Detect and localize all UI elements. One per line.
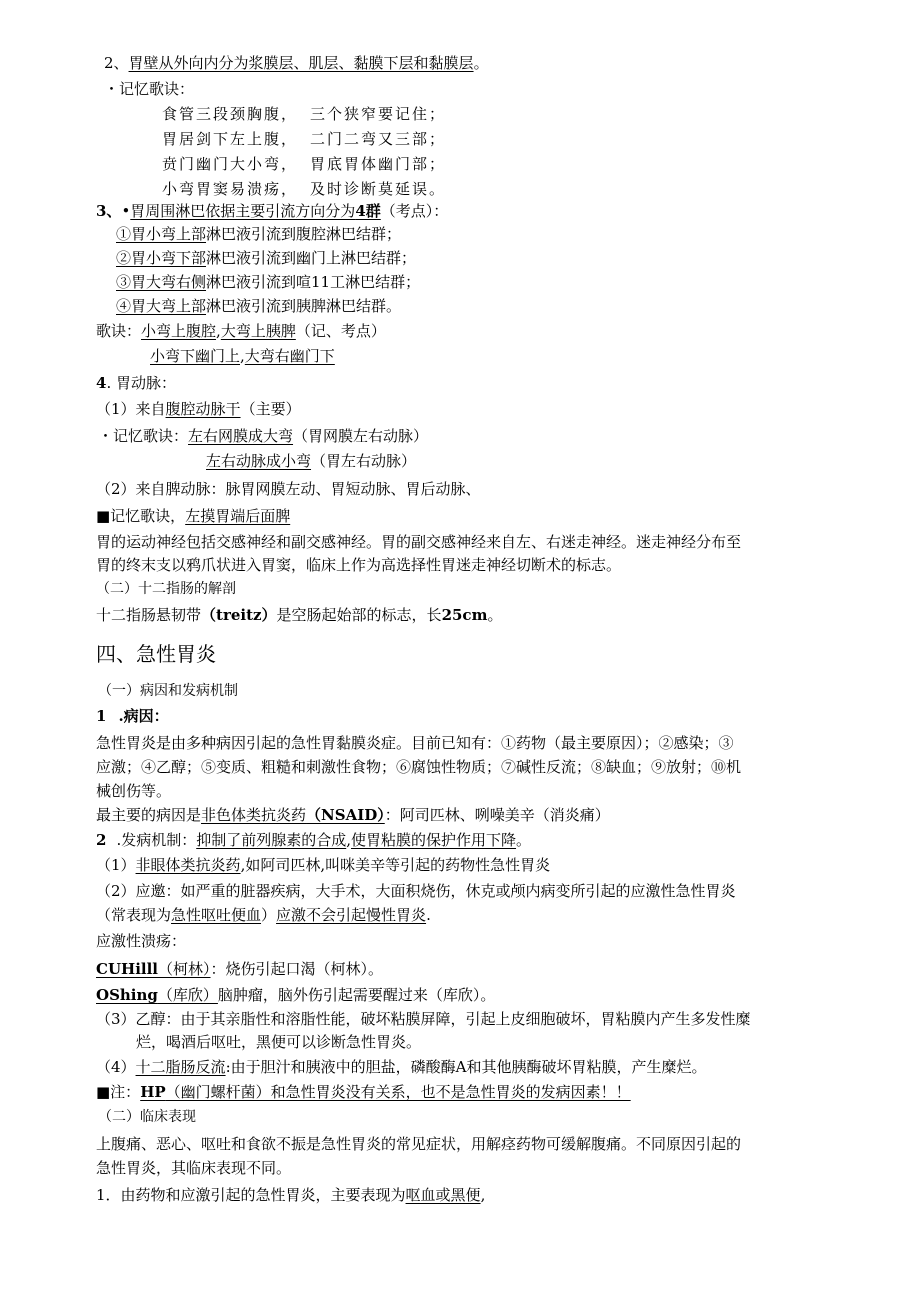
line-nsaid: 最主要的病因是非色体类抗炎药（NSAID）：阿司匹林、咧噪美辛（消炎痛） (96, 806, 610, 824)
line-mnemonic-spleen: ■记忆歌诀，左摸胃端后面脾 (96, 507, 291, 525)
underlined-text: 胃壁从外向内分为浆膜层、肌层、黏膜下层和黏膜层 (128, 54, 474, 72)
subsection-clinical-heading: （二）临床表现 (98, 1109, 196, 1125)
line-hp-note: ■注：HP（幽门螺杆菌）和急性胃炎没有关系，也不是急性胃炎的发病因素！！ (96, 1083, 631, 1101)
item-number: 2、 (104, 54, 129, 72)
line-curling: CUHilll（柯林）：烧伤引起口渴（柯林）。 (96, 960, 384, 978)
subsection-etiology-heading: （一）病因和发病机制 (98, 683, 238, 699)
line-mnemonic-arteries-2: 左右动脉成小弯（胃左右动脉） (206, 452, 417, 470)
paragraph-nerve-line: 胃的终末支以鸦爪状进入胃窦，临床上作为高选择性胃迷走神经切断术的标志。 (96, 556, 622, 574)
lymph-item: ③胃大弯右侧淋巴液引流到喧11工淋巴结群； (116, 273, 421, 291)
line-stress-note: （常表现为急性呕吐便血）应激不会引起慢性胃炎. (96, 906, 431, 924)
line-stomach-wall-layers: 2、胃壁从外向内分为浆膜层、肌层、黏膜下层和黏膜层。 (104, 54, 489, 72)
lymph-item: ①胃小弯上部淋巴液引流到腹腔淋巴结群； (116, 225, 402, 243)
paragraph-etiology-line: 应激；④乙醇；⑤变质、粗糙和刺激性食物；⑥腐蚀性物质；⑦碱性反流；⑧缺血；⑨放射；⑩机 (96, 758, 742, 776)
paragraph-nerve-line: 胃的运动神经包括交感神经和副交感神经。胃的副交感神经来自左、右迷走神经。迷走神经分布至 (96, 533, 742, 551)
line-cushing: OShing（库欣）脑肿瘤，脑外伤引起需要醒过来（库欣）。 (96, 986, 496, 1004)
line-duodenal-reflux: （4）十二脂肠反流:由于胆汁和胰液中的胆盐，磷酸酶A和其他胰酶破坏胃粘膜，产生糜烂。 (96, 1058, 707, 1076)
section-title-acute-gastritis: 四、急性胃炎 (96, 642, 216, 666)
line-stress-item: （2）应邀：如严重的脏器疾病，大手术，大面积烧伤，休克或颅内病变所引起的应激性急性胃炎 (96, 882, 736, 900)
line-gastric-arteries: 4. 胃动脉： (96, 374, 176, 392)
poem-line: 胃居剑下左上腹， 二门二弯又三部； (162, 130, 447, 148)
line-mnemonic-lymph-1: 歌诀：小弯上腹腔,大弯上胰脾（记、考点） (96, 322, 386, 340)
paragraph-clinical-line: 上腹痛、恶心、呕吐和食欲不振是急性胃炎的常见症状，用解痉药物可缓解腹痛。不同原因引起的 (96, 1135, 742, 1153)
line-alcohol: 烂，喝酒后呕吐，黑便可以诊断急性胃炎。 (136, 1033, 422, 1051)
poem-line: 小弯胃窦易溃疡， 及时诊断莫延误。 (162, 180, 447, 198)
line-lymph-groups: 3、•胃周围淋巴依据主要引流方向分为4群（考点）： (96, 202, 449, 220)
item-number: 3、 (96, 202, 122, 220)
line-treitz: 十二指肠悬韧带（treitz）是空肠起始部的标志，长25cm。 (96, 606, 503, 624)
line-mnemonic-arteries-1: ・记忆歌诀：左右网膜成大弯（胃网膜左右动脉） (98, 427, 429, 445)
paragraph-etiology-line: 急性胃炎是由多种病因引起的急性胃黏膜炎症。目前已知有：①药物（最主要原因）；②感染；③ (96, 734, 734, 752)
mnemonic-heading: ・记忆歌诀： (104, 80, 195, 98)
lymph-item: ②胃小弯下部淋巴液引流到幽门上淋巴结群； (116, 249, 417, 267)
line-nsaid-item: （1）非眼体类抗炎药,如阿司匹林,叫咪美辛等引起的药物性急性胃炎 (96, 856, 551, 874)
line-stress-ulcer: 应激性溃疡： (96, 932, 187, 950)
poem-line: 食管三段颈胸腹， 三个狭窄要记住； (162, 105, 447, 123)
paragraph-etiology-line: 械创伤等。 (96, 782, 172, 800)
poem-line: 贲门幽门大小弯， 胃底胃体幽门部； (162, 155, 447, 173)
lymph-item: ④胃大弯上部淋巴液引流到胰脾淋巴结群。 (116, 297, 402, 315)
line-alcohol: （3）乙醇：由于其亲脂性和溶脂性能，破坏粘膜屏障，引起上皮细胞破坏，胃粘膜内产生多发性糜 (96, 1010, 751, 1028)
line-mnemonic-lymph-2: 小弯下幽门上,大弯右幽门下 (150, 347, 335, 365)
line-pathogenesis: 2 .发病机制：抑制了前列腺素的合成,使胃粘膜的保护作用下降。 (96, 831, 532, 849)
line-etiology: 1 .病因： (96, 707, 169, 725)
line-celiac-trunk: （1）来自腹腔动脉干（主要） (96, 400, 301, 418)
line-drug-stress-symptoms: 1．由药物和应激引起的急性胃炎，主要表现为呕血或黑便, (96, 1186, 486, 1204)
paragraph-clinical-line: 急性胃炎，其临床表现不同。 (96, 1159, 292, 1177)
line-splenic-artery: （2）来自脾动脉：脉胃网膜左动、胃短动脉、胃后动脉、 (96, 480, 481, 498)
section-duodenum-heading: （二）十二指肠的解剖 (96, 581, 236, 597)
